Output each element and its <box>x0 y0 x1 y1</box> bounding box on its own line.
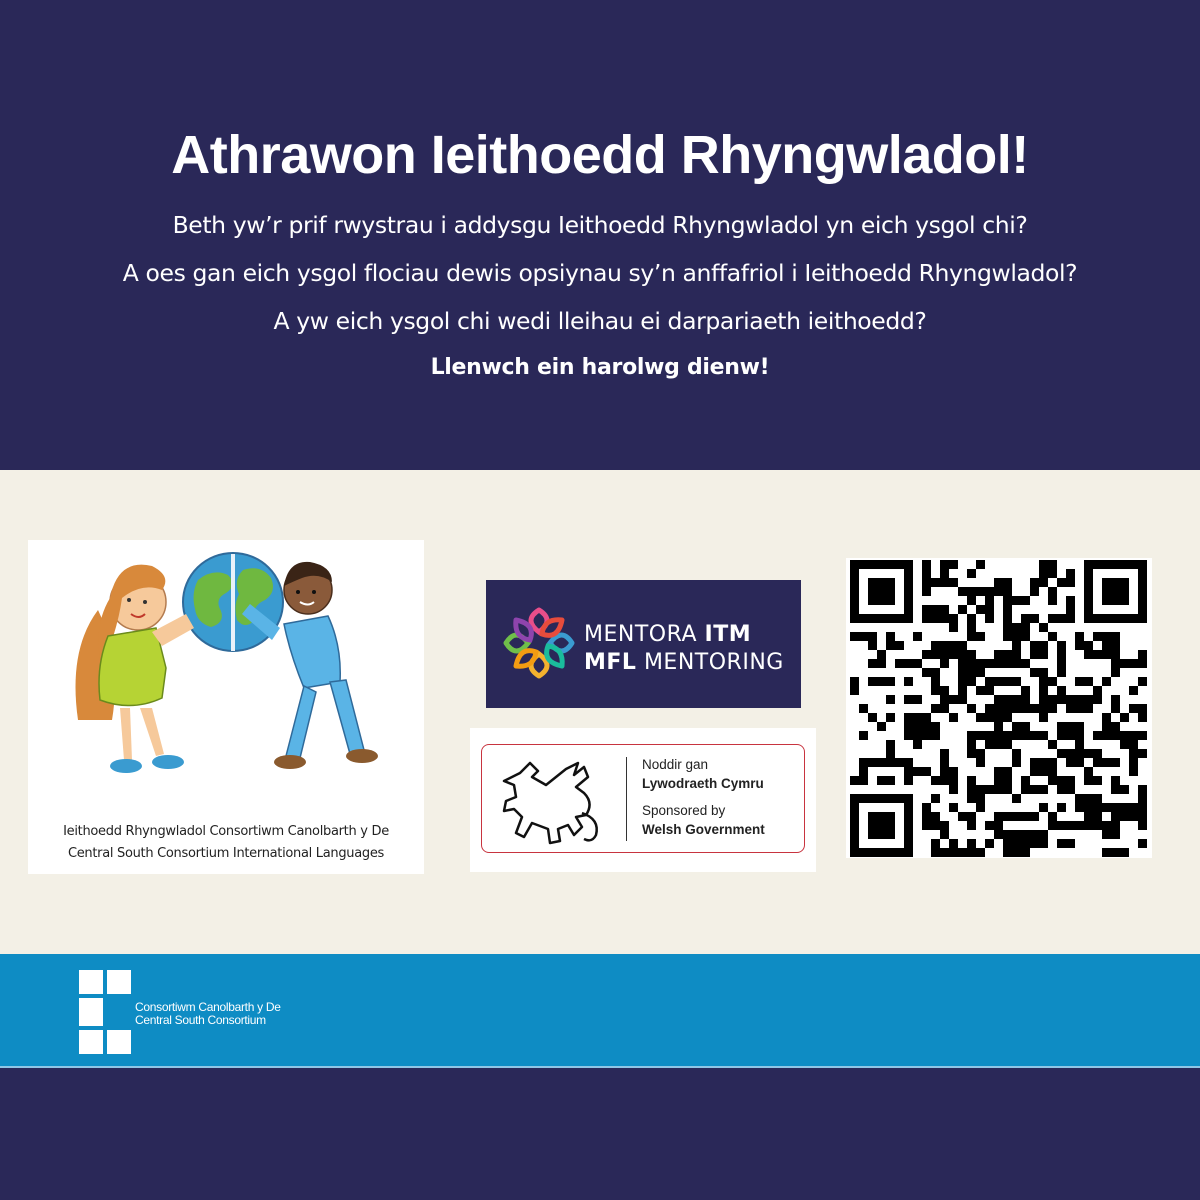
qr-code-icon <box>846 558 1152 858</box>
mentoring-line-2: MFL MENTORING <box>584 650 784 675</box>
consortium-name-welsh: Consortiwm Canolbarth y De <box>135 1000 281 1014</box>
noddir-gan: Noddir gan <box>642 757 709 772</box>
il-caption-welsh: Ieithoedd Rhyngwladol Consortiwm Canolbarth y De <box>63 824 389 839</box>
consortium-grid-logo-icon <box>79 970 133 1054</box>
welsh-government-sponsor-logo <box>470 728 816 872</box>
call-to-action: Llenwch ein harolwg dienw! <box>430 355 770 380</box>
sponsor-frame <box>481 744 805 853</box>
dragon-icon <box>500 753 610 845</box>
question-3: A yw eich ysgol chi wedi lleihau ei darpariaeth ieithoedd? <box>273 307 927 335</box>
survey-qr-code[interactable] <box>846 558 1152 858</box>
international-languages-card <box>28 540 424 874</box>
welsh-government: Welsh Government <box>642 822 765 837</box>
celtic-knot-icon <box>500 604 578 682</box>
question-2: A oes gan eich ysgol flociau dewis opsiynau sy’n anffafriol i Ieithoedd Rhyngwladol? <box>122 259 1078 287</box>
question-1: Beth yw’r prif rwystrau i addysgu Ieithoedd Rhyngwladol yn eich ysgol chi? <box>172 211 1028 239</box>
footer-logo-band <box>0 954 1200 1068</box>
il-caption-english: Central South Consortium International Languages <box>67 846 385 861</box>
logos-panel <box>0 470 1200 954</box>
lywodraeth-cymru: Lywodraeth Cymru <box>642 776 764 791</box>
sponsored-by: Sponsored by <box>642 803 726 818</box>
consortium-name-english: Central South Consortium <box>135 1013 266 1027</box>
headline: Athrawon Ieithoedd Rhyngwladol! <box>171 125 1029 185</box>
header-panel <box>0 0 1200 470</box>
mentoring-line-1: MENTORA ITM <box>584 622 752 647</box>
children-holding-globe-illustration <box>28 540 424 810</box>
bottom-band <box>0 1070 1200 1200</box>
mfl-mentoring-logo <box>486 580 801 708</box>
sponsor-divider <box>626 757 627 841</box>
